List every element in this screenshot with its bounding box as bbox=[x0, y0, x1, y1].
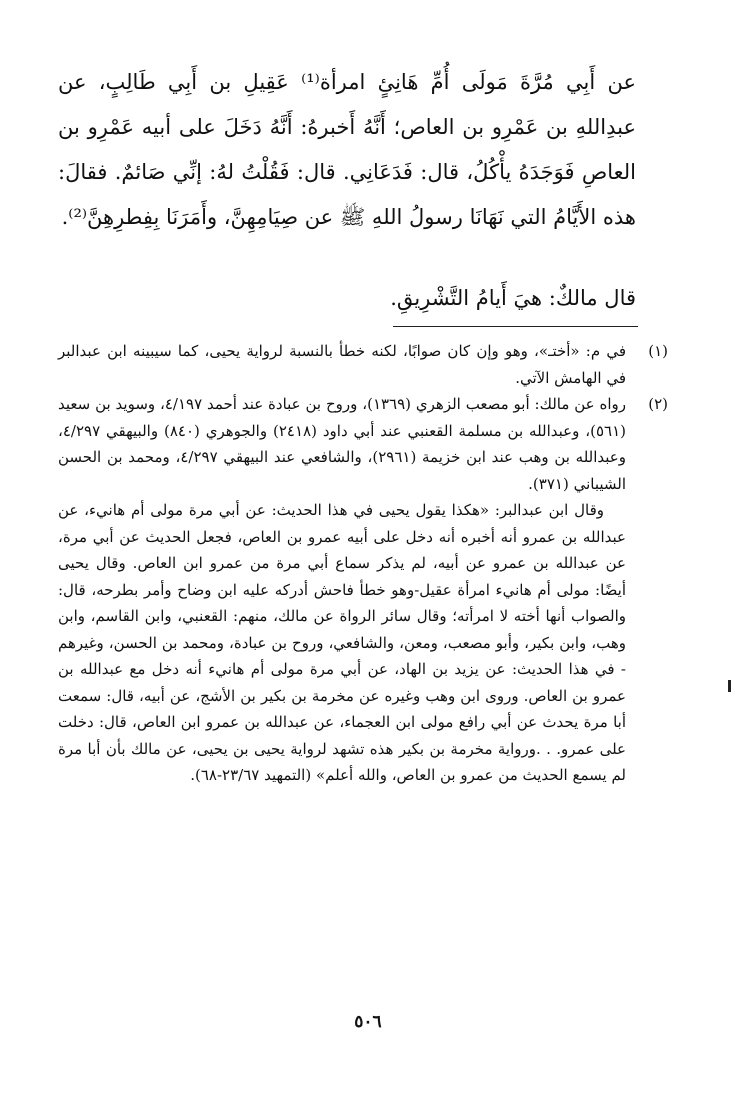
footnote-text bbox=[58, 338, 626, 391]
page-number: ٥٠٦ bbox=[354, 1012, 382, 1032]
footnotes bbox=[58, 338, 668, 789]
scan-mark bbox=[728, 680, 731, 692]
footnote-paragraph: رواه عن مالك: أبو مصعب الزهري (١٣٦٩)، وروح بن عبادة عند أحمد ٤/١٩٧، وسويد بن سعيد (٥٦١)، وعبدالله بن مسلمة القعنبي عند أبي داود (٢٤١٨) والجوهري (٨٤٠) والبيهقي ٤/٢٩٧، وعبدالله بن وهب عند ابن خزيمة (٢٩٦١)، والشافعي عند البيهقي ٤/٢٩٧، ومحمد بن الحسن الشيباني (٣٧١). bbox=[58, 395, 626, 493]
footnote-2 bbox=[58, 391, 668, 789]
malik-statement: قال مالكٌ: هيَ أَيامُ التَّشْرِيقِ. bbox=[390, 286, 636, 310]
footnote-number: (١) bbox=[648, 342, 668, 360]
hadith-text bbox=[58, 60, 636, 240]
footnote-1 bbox=[58, 338, 668, 391]
footnote-text bbox=[58, 391, 626, 789]
footnote-paragraph: في م: «أختـ»، وهو وإن كان صوابًا، لكنه خطأ بالنسبة لرواية يحيى، كما سيبينه ابن عبدالبر في الهامش الآتي. bbox=[58, 342, 626, 387]
footnote-divider bbox=[393, 326, 638, 327]
footnote-number: (٢) bbox=[648, 395, 668, 413]
hadith-paragraph: عن أَبِي مُرَّةَ مَولَى أُمِّ هَانِئٍ امرأة⁽¹⁾ عَقِيلِ بن أَبِي طَالِبٍ، عن عبدِاللهِ بن عَمْرِو بن العاص؛ أَنَّهُ أَخبرهُ: أَنَّهُ دَخَلَ على أبيه عَمْرِو بن العاصِ فَوَجَدَهُ يأْكُلُ، قال: فَدَعَانِي. قال: فَقُلْتُ لهُ: إنِّي صَائمٌ. فقالَ: هذه الأَيَّامُ التي نَهَانَا رسولُ اللهِ ﷺ عن صِيَامِهِنَّ، وأَمَرَنَا بِفِطرِهِنَّ⁽²⁾. bbox=[58, 70, 636, 229]
footnote-paragraph: وقال ابن عبدالبر: «هكذا يقول يحيى في هذا الحديث: عن أبي مرة مولى أم هانيء، عن عبدالله بن عمرو أنه أخبره أنه دخل على أبيه عمرو بن العاص، فجعل الحديث عن أبي مرة، عن عبدالله بن عمرو عن أبيه، لم يذكر سماع أبي مرة من عمرو ابن العاص. وقال يحيى أيضًا: مولى أم هانيء امرأة عقيل-وهو خطأ فاحش أدركه عليه ابن وضاح وأمر بطرحه، قال: والصواب أنها أخته لا امرأته؛ وقال سائر الرواة عن مالك، منهم: القعنبي، وابن القاسم، وابن وهب، وابن بكير، وأبو مصعب، ومعن، والشافعي، وروح بن عبادة، ومحمد بن الحسن، وغيرهم - في هذا الحديث: عن يزيد بن الهاد، عن أبي مرة مولى أم هانيء أنه دخل مع عبدالله بن عمرو بن العاص. وروى ابن وهب وغيره عن مخرمة بن بكير بن الأشج، عن أبيه، قال: سمعت أبا مرة يحدث عن أبي رافع مولى ابن العجماء، عن عبدالله بن عمرو ابن العاص، قال: دخلت على عمرو. . .ورواية مخرمة بن بكير هذه تشهد لرواية يحيى بن يحيى، عن مالك بأن أبا مرة لم يسمع الحديث من عمرو بن العاص، والله أعلم» (التمهيد ٢٣/٦٧-٦٨). bbox=[58, 501, 626, 784]
